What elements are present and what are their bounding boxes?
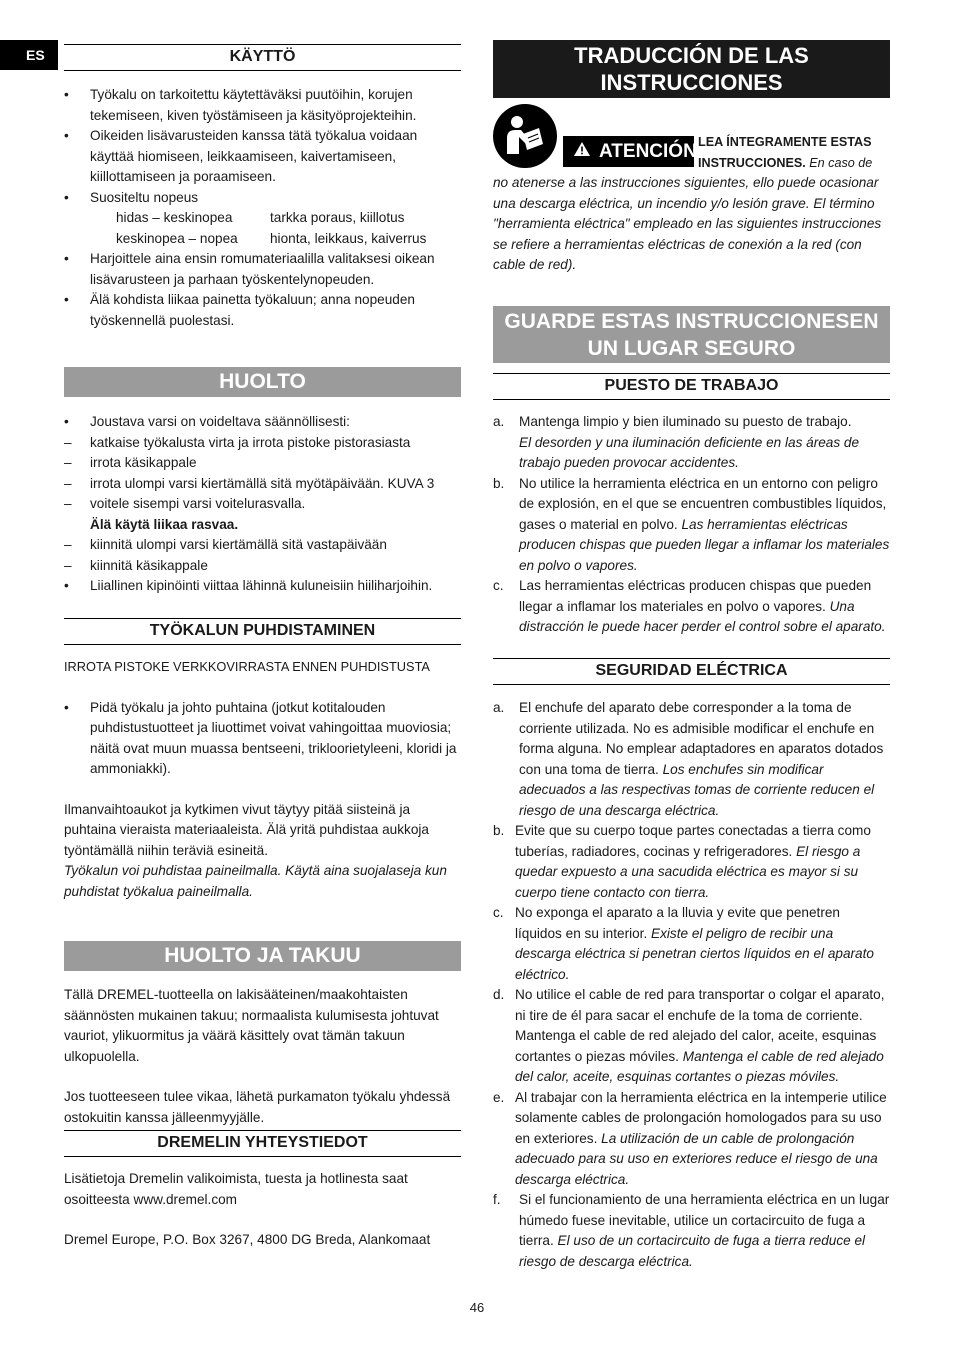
list-item: • Oikeiden lisävarusteiden kanssa tätä työkalua voidaan käyttää hiomiseen, leikkaamiseen, kaivertamiseen, kiillottamiseen ja poraamiseen. (64, 126, 461, 188)
list-item: • Liiallinen kipinöinti viittaa lähinnä kuluneisiin hiiliharjoihin. (64, 576, 461, 597)
list-item: e. Al trabajar con la herramienta eléctrica en la intemperie utilice solamente cables de prolongación homologados para su uso en exteriores. La utilización de un cable de prolongación adecuado para su uso en exteriores reduce el riesgo de una descarga eléctrica. (493, 1089, 887, 1187)
list-item: f. Si el funcionamiento de una herramienta eléctrica en un lugar húmedo fuese inevitable, utilice un cortacircuito de fuga a tierra. El uso de un cortacircuito de fuga a tierra reduce el riesgo de descarga eléctrica. (493, 1192, 890, 1269)
section-heading-guarde: GUARDE ESTAS INSTRUCCIONESEN UN LUGAR SEGURO (493, 306, 890, 363)
section-heading-puesto: PUESTO DE TRABAJO (493, 373, 890, 400)
puesto-body (493, 412, 890, 638)
paragraph: Ilmanvaihtoaukot ja kytkimen vivut täytyy pitää siisteinä ja puhtaina vieraista materiaaleista. Älä yritä puhdistaa aukkoja työntämällä niihin teräviä esineitä. (64, 801, 429, 858)
yhteys-body (64, 1169, 461, 1251)
page-title: TRADUCCIÓN DE LAS INSTRUCCIONES ORIGINALES (493, 40, 890, 98)
read-manual-icon (493, 104, 557, 168)
list-item: d. No utilice el cable de red para transportar o colgar el aparato, ni tire de él para sacar el enchufe de la toma de corriente. Mantenga el cable de red alejado del calor, aceite, esquinas cortantes o piezas móviles. Mantenga el cable de red alejado del calor, aceite, esquinas cortantes o piezas móviles. (493, 987, 885, 1084)
warning-text-head: LEA ÍNTEGRAMENTE ESTAS INSTRUCCIONES. En caso de (698, 135, 873, 170)
warning-badge: ATENCIÓN (563, 136, 694, 167)
paragraph: IRROTA PISTOKE VERKKOVIRRASTA ENNEN PUHDISTUSTA (64, 659, 430, 674)
list-item: b. Evite que su cuerpo toque partes conectadas a tierra como tuberías, radiadores, cocinas y refrigeradores. El riesgo a quedar expuesto a una sacudida eléctrica es mayor si su cuerpo tiene contacto con tierra. (493, 823, 871, 900)
list-item: • Harjoittele aina ensin romumateriaalilla valitaksesi oikean lisävarusteen ja parhaan työskentelynopeuden. (64, 249, 461, 290)
list-item: a. El enchufe del aparato debe corresponder a la toma de corriente utilizada. No es admisible modificar el enchufe en forma alguna. No emplear adaptadores en aparatos dotados con una toma de tierra. Los enchufes sin modificar adecuados a las respectivas tomas de corriente reducen el riesgo de una descarga eléctrica. (493, 700, 884, 818)
section-heading-kaytto: KÄYTTÖ (64, 44, 461, 71)
list-item: a. Mantenga limpio y bien iluminado su puesto de trabajo. El desorden y una iluminación deficiente en las áreas de trabajo pueden provocar accidentes. (493, 414, 860, 470)
paragraph: Työkalun voi puhdistaa paineilmalla. Käytä aina suojalaseja kun puhdistat työkalua paineilmalla. (64, 863, 447, 899)
electrica-body (493, 698, 890, 1272)
list-item: – katkaise työkalusta virta ja irrota pistoke pistorasiasta (64, 433, 461, 454)
list-item: • Työkalu on tarkoitettu käytettäväksi puutöihin, korujen tekemiseen, kiven työstämiseen ja käsityöprojekteihin. (64, 85, 461, 126)
language-tab: ES (0, 40, 58, 70)
list-item: – voitele sisempi varsi voitelurasvalla. Älä käytä liikaa rasvaa. (64, 494, 461, 535)
paragraph: Lisätietoja Dremelin valikoimista, tuesta ja hotlinesta saat osoitteesta www.dremel.com (64, 1171, 408, 1207)
list-item: c. Las herramientas eléctricas producen chispas que pueden llegar a inflamar los materiales en polvo o vapores. Una distracción le puede hacer perder el control sobre el aparato. (493, 578, 886, 634)
list-item: • Joustava varsi on voideltava säännöllisesti: – katkaise työkalusta virta ja irrota pistoke pistorasiasta – irrota käsikappale – irrota ulompi varsi kiertämällä sitä myötäpäivään. KUVA 3 – voitele sisempi varsi voitelurasvalla. Älä käytä liikaa rasvaa. – kiinnitä ulompi varsi kiertämällä sitä vastapäivään – kiinnitä käsikappale (64, 412, 461, 576)
speed-row: hidas – keskinopea tarkka poraus, kiillotus (116, 210, 405, 225)
page-number: 46 (469, 1300, 485, 1315)
takuu-body (64, 985, 461, 1128)
list-item: – kiinnitä ulompi varsi kiertämällä sitä vastapäivään (64, 535, 461, 556)
huolto-body (64, 412, 461, 597)
warning-text: no atenerse a las instrucciones siguientes, ello puede ocasionar una descarga eléctrica, un incendio y/o lesión grave. El término "herramienta eléctrica" empleado en las siguientes instrucciones se refiere a herramientas eléctricas de conexión a la red (con cable de red). (493, 175, 882, 272)
warning-triangle-icon (573, 136, 591, 167)
paragraph: Tällä DREMEL-tuotteella on lakisääteinen/maakohtaisten säännösten mukainen takuu; normaalista kulumisesta johtuvat vauriot, ylikuormitus ja väärä käsittely ovat tämän takuun ulkopuolella. (64, 987, 439, 1064)
section-heading-huolto: HUOLTO (64, 367, 461, 397)
list-item: b. No utilice la herramienta eléctrica en un entorno con peligro de explosión, en el que se encuentren combustibles líquidos, gases o material en polvo. Las herramientas eléctricas producen chispas que pueden llegar a inflamar los materiales en polvo o vapores. (493, 475, 890, 573)
speed-row: keskinopea – nopea hionta, leikkaus, kaiverrus (116, 230, 427, 246)
list-item: • Pidä työkalu ja johto puhtaina (jotkut kotitalouden puhdistustuotteet ja liuottimet voivat vahingoittaa muoviosia; näitä ovat muun muassa bentseeni, trikloorietyleeni, kloridi ja ammoniakki). (64, 698, 461, 780)
list-item: – irrota käsikappale (64, 453, 461, 474)
paragraph: Dremel Europe, P.O. Box 3267, 4800 DG Breda, Alankomaat (64, 1232, 431, 1247)
list-item: • Suositeltu nopeus (64, 188, 461, 209)
list-item: – irrota ulompi varsi kiertämällä sitä myötäpäivään. KUVA 3 (64, 474, 461, 495)
section-heading-puhdistus: TYÖKALUN PUHDISTAMINEN (64, 618, 461, 645)
puhdistus-body (64, 657, 461, 902)
kaytto-body (64, 85, 461, 331)
paragraph: Jos tuotteeseen tulee vikaa, lähetä purkamaton työkalu yhdessä ostokuitin kanssa jälleenmyyjälle. (64, 1089, 451, 1125)
list-item: – kiinnitä käsikappale (64, 556, 461, 577)
section-heading-electrica: SEGURIDAD ELÉCTRICA (493, 658, 890, 685)
section-heading-yhteys: DREMELIN YHTEYSTIEDOT (64, 1130, 461, 1157)
list-item: c. No exponga el aparato a la lluvia y evite que penetren líquidos en su interior. Existe el peligro de recibir una descarga eléctrica si penetran ciertos líquidos en el aparato eléctrico. (493, 905, 874, 982)
list-item: • Älä kohdista liikaa painetta työkaluun; anna nopeuden työskennellä puolestasi. (64, 290, 461, 331)
section-heading-takuu: HUOLTO JA TAKUU (64, 941, 461, 971)
